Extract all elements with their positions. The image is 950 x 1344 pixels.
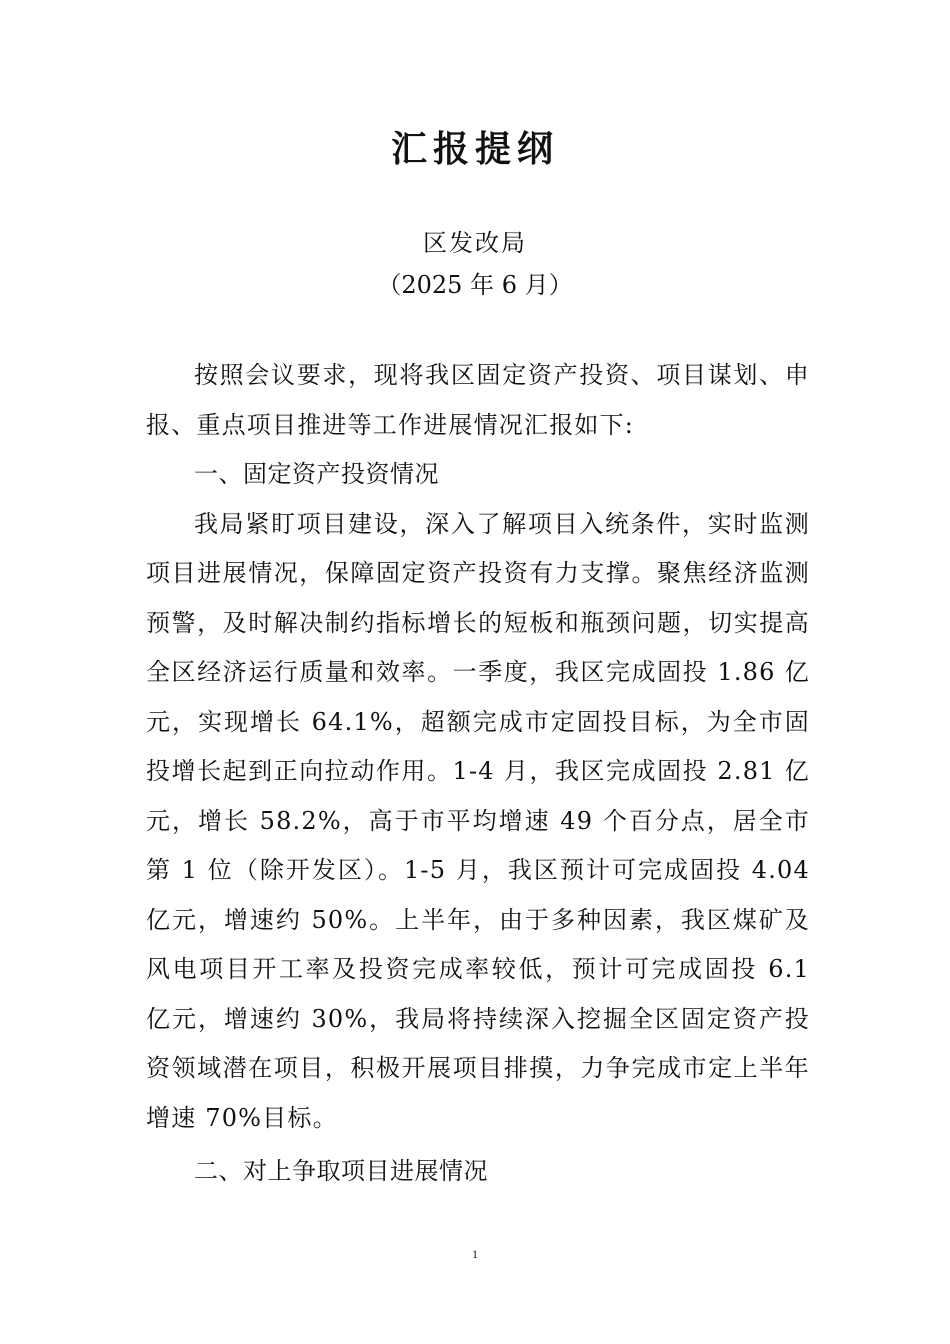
- document-date: （2025 年 6 月）: [377, 271, 573, 299]
- section-1-paragraph: 我局紧盯项目建设，深入了解项目入统条件，实时监测项目进展情况，保障固定资产投资有力支撑。聚焦经济监测预警，及时解决制约指标增长的短板和瓶颈问题，切实提高全区经济运行质量和效率。一季度，我区完成固投 1.86 亿元，实现增长 64.1%，超额完成市定固投目标，为全市固投增长起到正向拉动作用。1-4 月，我区完成固投 2.81 亿元，增长 58.2%，高于市平均增速 49 个百分点，居全市第 1 位（除开发区）。1-5 月，我区预计可完成固投 4.04 亿元，增速约 50%。上半年，由于多种因素，我区煤矿及风电项目开工率及投资完成率较低，预计可完成固投 6.1 亿元，增速约 30%，我局将持续深入挖掘全区固定资产投资领域潜在项目，积极开展项目排摸，力争完成市定上半年增速 70%目标。: [146, 509, 810, 1132]
- issuing-organization: 区发改局: [423, 229, 527, 257]
- section-2-heading: 二、对上争取项目进展情况: [194, 1157, 488, 1185]
- intro-paragraph: 按照会议要求，现将我区固定资产投资、项目谋划、申报、重点项目推进等工作进展情况汇报如下:: [146, 361, 810, 439]
- page-number: 1: [472, 1247, 478, 1261]
- section-1-heading: 一、固定资产投资情况: [194, 460, 439, 488]
- document-body: [146, 351, 810, 1197]
- document-title: 汇报提纲: [390, 128, 559, 170]
